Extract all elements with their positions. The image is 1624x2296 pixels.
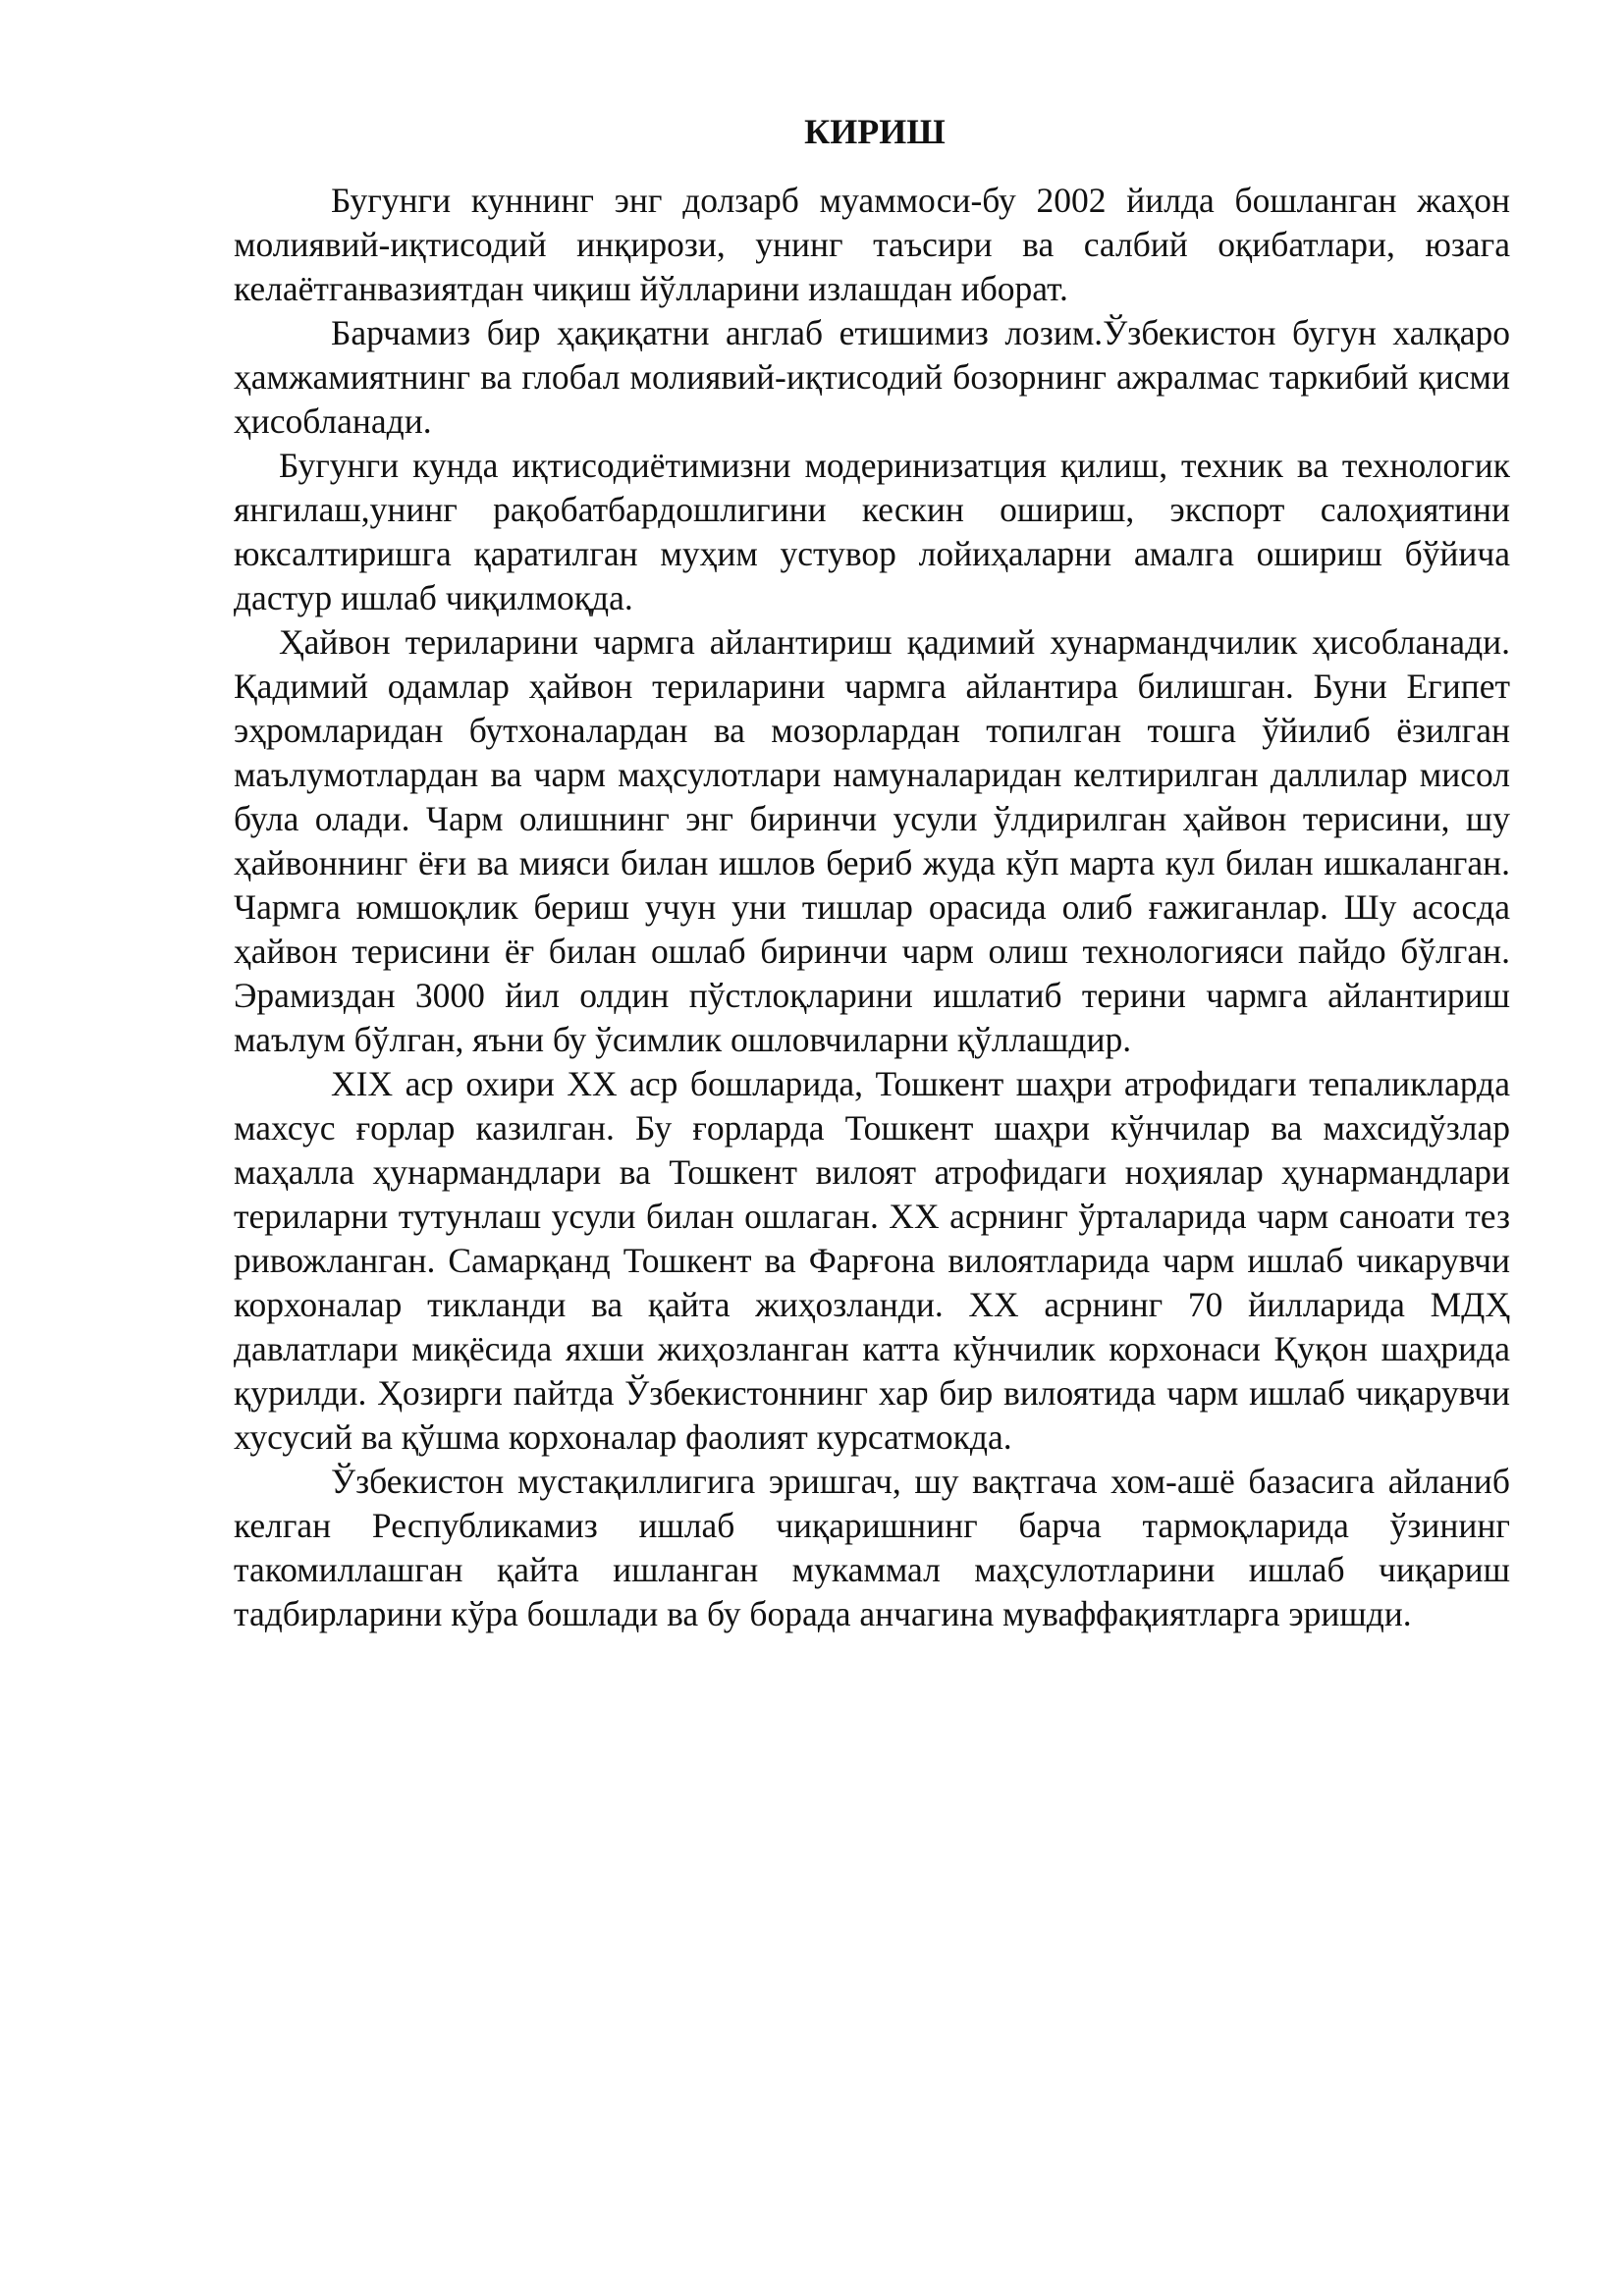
paragraph-1: Бугунги куннинг энг долзарб муаммоси-бу 2002 йилда бошланган жаҳон молиявий-иқтисодий инқирози, унинг таъсири ва салбий оқибатлари, юзага келаётганвазиятдан чиқиш йўлларини излашдан иборат. [234,181,1510,308]
paragraph-4: Ҳайвон териларини чармга айлантириш қадимий хунармандчилик ҳисобланади. Қадимий одамлар ҳайвон териларини чармга айлантира билишган. Буни Египет эҳромларидан бутхоналардан ва мозорлардан топилган тошга ўйилиб ёзилган маълумотлардан ва чарм маҳсулотлари намуналаридан келтирилган даллилар мисол була олади. Чарм олишнинг энг биринчи усули ўлдирилган ҳайвон терисини, шу ҳайвоннинг ёғи ва мияси билан ишлов бериб жуда кўп марта кул билан ишкаланган. Чармга юмшоқлик бериш учун уни тишлар орасида олиб ғажиганлар. Шу асосда ҳайвон терисини ёғ билан ошлаб биринчи чарм олиш технологияси пайдо бўлган. Эрамиздан 3000 йил олдин пўстлоқларини ишлатиб терини чармга айлантириш маълум бўлган, яъни бу ўсимлик ошловчиларни қўллашдир. [234,622,1510,1059]
document-body [234,110,1510,1636]
paragraph-2: Барчамиз бир ҳақиқатни англаб етишимиз лозим.Ўзбекистон бугун халқаро ҳамжамиятнинг ва глобал молиявий-иқтисодий бозорнинг ажралмас таркибий қисми ҳисобланади. [234,313,1510,441]
paragraph-6: Ўзбекистон мустақиллигига эришгач, шу вақтгача хом-ашё базасига айланиб келган Республикамиз ишлаб чиқаришнинг барча тармоқларида ўзининг такомиллашган қайта ишланган мукаммал маҳсулотларини ишлаб чиқариш тадбирларини кўра бошлади ва бу борада анчагина муваффақиятларга эришди. [234,1462,1510,1633]
paragraph-3: Бугунги кунда иқтисодиётимизни модеринизатция қилиш, техник ва технологик янгилаш,унинг рақобатбардошлигини кескин ошириш, экспорт салоҳиятини юксалтиришга қаратилган муҳим устувор лойиҳаларни амалга ошириш бўйича дастур ишлаб чиқилмоқда. [234,446,1510,617]
paragraph-5: XIX аср охири XX аср бошларида, Тошкент шаҳри атрофидаги тепаликларда махсус ғорлар казилган. Бу ғорларда Тошкент шаҳри кўнчилар ва махсидўзлар маҳалла ҳунармандлари ва Тошкент вилоят атрофидаги ноҳиялар ҳунармандлари териларни тутунлаш усули билан ошлаган. XX асрнинг ўрталарида чарм саноати тез ривожланган. Самарқанд Тошкент ва Фарғона вилоятларида чарм ишлаб чикарувчи корхоналар тикланди ва қайта жиҳозланди. XX асрнинг 70 йилларида МДҲ давлатлари миқёсида яхши жиҳозланган катта кўнчилик корхонаси Қуқон шаҳрида қурилди. Ҳозирги пайтда Ўзбекистоннинг хар бир вилоятида чарм ишлаб чиқарувчи хусусий ва қўшма корхоналар фаолият курсатмокда. [234,1064,1510,1457]
page-title: КИРИШ [804,112,946,151]
